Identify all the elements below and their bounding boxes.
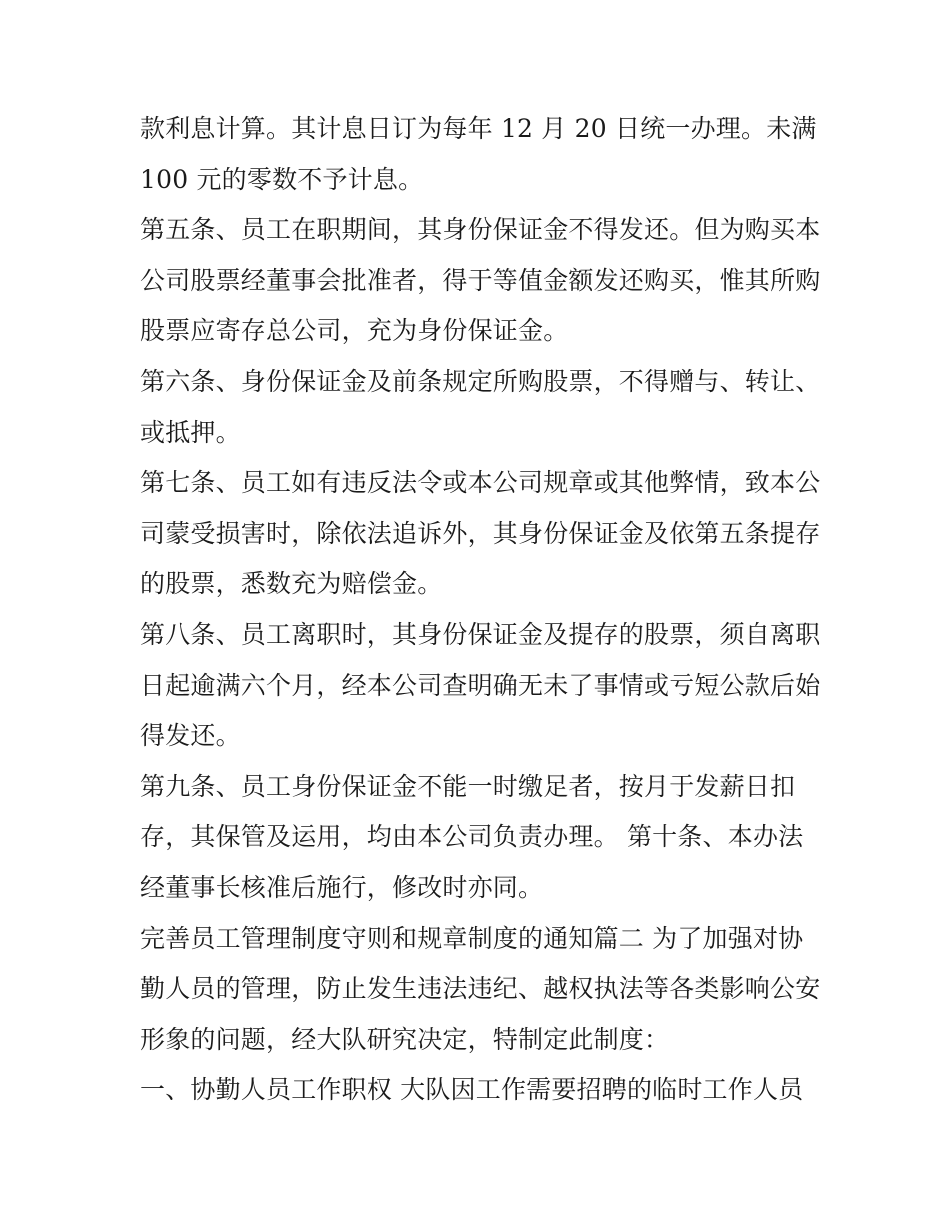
text-line: 勤人员的管理，防止发生违法违纪、越权执法等各类影响公安 bbox=[140, 974, 821, 1003]
text-line: 一、协勤人员工作职权 大队因工作需要招聘的临时工作人员 bbox=[140, 1075, 804, 1104]
text-line: 第五条、员工在职期间，其身份保证金不得发还。但为购买本 bbox=[140, 215, 821, 244]
text-line: 第八条、员工离职时，其身份保证金及提存的股票，须自离职 bbox=[140, 620, 821, 649]
text-line: 的股票，悉数充为赔偿金。 bbox=[140, 569, 443, 598]
text-line: 100 元的零数不予计息。 bbox=[140, 165, 424, 194]
text-line: 日起逾满六个月，经本公司查明确无未了事情或亏短公款后始 bbox=[140, 671, 821, 700]
text-line: 司蒙受损害时，除依法追诉外，其身份保证金及依第五条提存 bbox=[140, 519, 821, 548]
text-line: 或抵押。 bbox=[140, 418, 241, 447]
text-line: 完善员工管理制度守则和规章制度的通知篇二 为了加强对协 bbox=[140, 924, 804, 953]
text-line: 股票应寄存总公司，充为身份保证金。 bbox=[140, 316, 569, 345]
text-line: 存，其保管及运用，均由本公司负责办理。 第十条、本办法 bbox=[140, 822, 804, 851]
text-line: 得发还。 bbox=[140, 721, 241, 750]
text-line: 第七条、员工如有违反法令或本公司规章或其他弊情，致本公 bbox=[140, 468, 821, 497]
text-line: 公司股票经董事会批准者，得于等值金额发还购买，惟其所购 bbox=[140, 266, 821, 295]
text-line: 第六条、身份保证金及前条规定所购股票，不得赠与、转让、 bbox=[140, 367, 821, 396]
text-line: 经董事长核准后施行，修改时亦同。 bbox=[140, 873, 544, 902]
text-line: 款利息计算。其计息日订为每年 12 月 20 日统一办理。未满 bbox=[140, 114, 817, 143]
text-line: 形象的问题，经大队研究决定，特制定此制度： bbox=[140, 1025, 670, 1054]
text-line: 第九条、员工身份保证金不能一时缴足者，按月于发薪日扣 bbox=[140, 772, 796, 801]
